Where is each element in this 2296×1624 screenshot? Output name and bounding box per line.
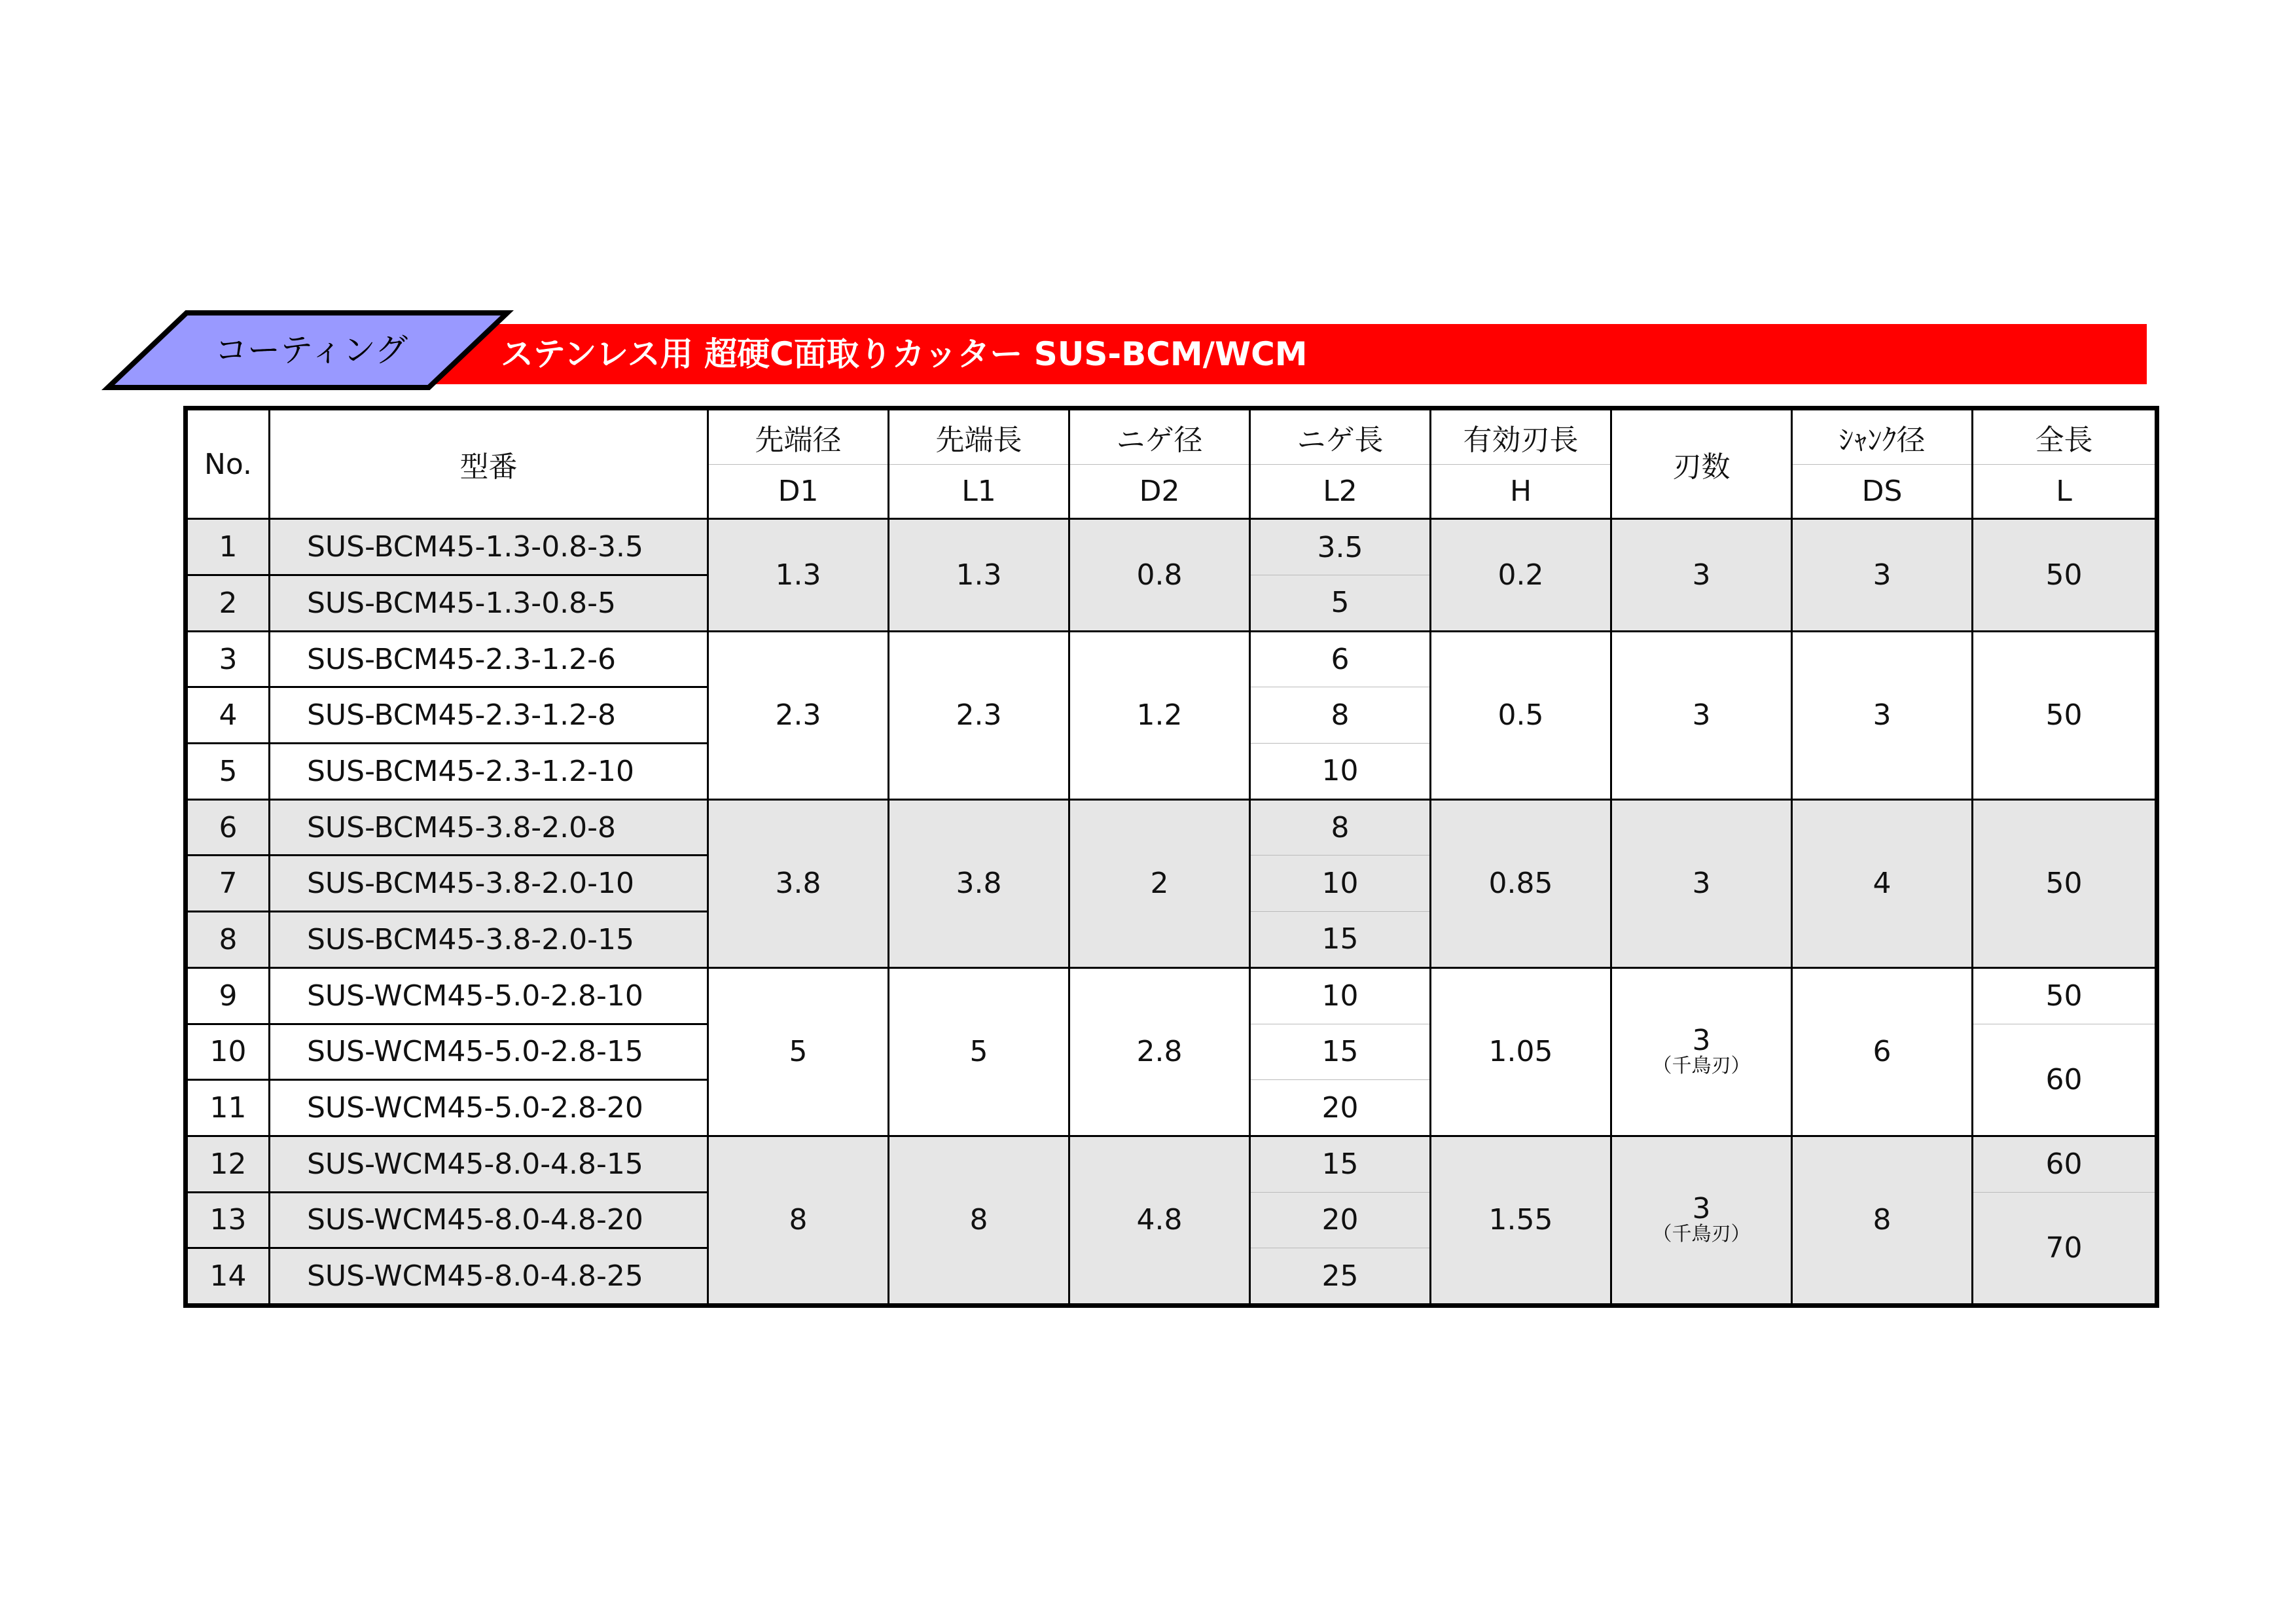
row-model: SUS-BCM45-1.3-0.8-5	[270, 575, 708, 632]
header-l-jp: 全長	[1973, 408, 2157, 465]
row-model: SUS-BCM45-2.3-1.2-8	[270, 687, 708, 744]
group-blades: 3	[1611, 799, 1792, 967]
row-l2: 6	[1250, 631, 1431, 687]
row-l2: 15	[1250, 1136, 1431, 1192]
row-no: 13	[186, 1192, 270, 1248]
group-d2: 0.8	[1069, 519, 1250, 631]
group-ds: 6	[1792, 967, 1973, 1136]
group-l: 50	[1973, 631, 2157, 799]
row-no: 9	[186, 967, 270, 1024]
group-d2: 4.8	[1069, 1136, 1250, 1305]
row-no: 2	[186, 575, 270, 632]
group-l: 50	[1973, 799, 2157, 967]
row-no: 3	[186, 631, 270, 687]
row-no: 1	[186, 519, 270, 575]
header-l2: L2	[1250, 464, 1431, 519]
row-l2: 10	[1250, 856, 1431, 912]
table-row	[186, 799, 2157, 856]
group-h: 1.55	[1431, 1136, 1611, 1305]
row-l2: 5	[1250, 575, 1431, 632]
header-l1-jp: 先端長	[889, 408, 1069, 465]
header-no: No.	[186, 408, 270, 519]
row-model: SUS-WCM45-8.0-4.8-25	[270, 1248, 708, 1306]
row-model: SUS-WCM45-8.0-4.8-20	[270, 1192, 708, 1248]
group-l: 50	[1973, 519, 2157, 631]
row-no: 5	[186, 744, 270, 800]
group-l1: 2.3	[889, 631, 1069, 799]
row-model: SUS-WCM45-8.0-4.8-15	[270, 1136, 708, 1192]
header-l2-jp: ニゲ長	[1250, 408, 1431, 465]
group-ds: 8	[1792, 1136, 1973, 1305]
group-l1: 5	[889, 967, 1069, 1136]
group-ds: 4	[1792, 799, 1973, 967]
group-ds: 3	[1792, 631, 1973, 799]
group-d1: 2.3	[708, 631, 889, 799]
group-d2: 2	[1069, 799, 1250, 967]
row-l2: 8	[1250, 799, 1431, 856]
row-l2: 10	[1250, 744, 1431, 800]
row-l2: 15	[1250, 912, 1431, 968]
header-h: H	[1431, 464, 1611, 519]
row-no: 4	[186, 687, 270, 744]
spec-table	[183, 406, 2159, 1308]
group-d1: 3.8	[708, 799, 889, 967]
coating-tag-label: コーティング	[215, 331, 408, 369]
group-d1: 5	[708, 967, 889, 1136]
header-d2: D2	[1069, 464, 1250, 519]
product-title: ステンレス用 超硬C面取りカッター SUS-BCM/WCM	[501, 335, 1308, 373]
row-model: SUS-BCM45-3.8-2.0-8	[270, 799, 708, 856]
table-row	[186, 967, 2157, 1024]
group-l1: 1.3	[889, 519, 1069, 631]
row-no: 6	[186, 799, 270, 856]
header-blades: 刃数	[1611, 408, 1792, 519]
row-model: SUS-WCM45-5.0-2.8-15	[270, 1024, 708, 1080]
group-blades	[1611, 1136, 1792, 1305]
header-model: 型番	[270, 408, 708, 519]
group-blades-note: （千鳥刃）	[1652, 1054, 1751, 1077]
group-blades	[1611, 967, 1792, 1136]
header-ds-jp: ｼｬﾝｸ径	[1792, 408, 1973, 465]
row-no: 10	[186, 1024, 270, 1080]
table-row	[186, 519, 2157, 575]
row-model: SUS-BCM45-1.3-0.8-3.5	[270, 519, 708, 575]
row-no: 11	[186, 1080, 270, 1136]
header-ds: DS	[1792, 464, 1973, 519]
header-d2-jp: ニゲ径	[1069, 408, 1250, 465]
row-no: 14	[186, 1248, 270, 1306]
row-l2: 25	[1250, 1248, 1431, 1306]
row-l2: 15	[1250, 1024, 1431, 1080]
group-h: 0.2	[1431, 519, 1611, 631]
group-d1: 8	[708, 1136, 889, 1305]
group-d2: 1.2	[1069, 631, 1250, 799]
group-h: 0.5	[1431, 631, 1611, 799]
row-l2: 20	[1250, 1192, 1431, 1248]
group-blades-note: （千鳥刃）	[1652, 1222, 1751, 1246]
row-no: 7	[186, 856, 270, 912]
row-model: SUS-BCM45-2.3-1.2-6	[270, 631, 708, 687]
table-row	[186, 631, 2157, 687]
row-l2: 10	[1250, 967, 1431, 1024]
group-h: 0.85	[1431, 799, 1611, 967]
header-l: L	[1973, 464, 2157, 519]
group-blades-count: 3	[1692, 1023, 1711, 1057]
group-blades: 3	[1611, 631, 1792, 799]
group-d2: 2.8	[1069, 967, 1250, 1136]
group-l-bottom: 70	[1973, 1192, 2157, 1305]
group-l-top: 60	[1973, 1136, 2157, 1192]
group-l-bottom: 60	[1973, 1024, 2157, 1136]
row-no: 12	[186, 1136, 270, 1192]
row-l2: 3.5	[1250, 519, 1431, 575]
group-blades-count: 3	[1692, 1191, 1711, 1225]
header-d1-jp: 先端径	[708, 408, 889, 465]
row-no: 8	[186, 912, 270, 968]
header-h-jp: 有効刃長	[1431, 408, 1611, 465]
row-model: SUS-WCM45-5.0-2.8-20	[270, 1080, 708, 1136]
row-l2: 8	[1250, 687, 1431, 744]
group-blades: 3	[1611, 519, 1792, 631]
group-h: 1.05	[1431, 967, 1611, 1136]
group-l-top: 50	[1973, 967, 2157, 1024]
group-l1: 8	[889, 1136, 1069, 1305]
row-l2: 20	[1250, 1080, 1431, 1136]
group-ds: 3	[1792, 519, 1973, 631]
group-d1: 1.3	[708, 519, 889, 631]
header-row	[186, 408, 2157, 465]
row-model: SUS-WCM45-5.0-2.8-10	[270, 967, 708, 1024]
header-d1: D1	[708, 464, 889, 519]
group-l1: 3.8	[889, 799, 1069, 967]
table-row	[186, 1136, 2157, 1192]
header-l1: L1	[889, 464, 1069, 519]
row-model: SUS-BCM45-3.8-2.0-10	[270, 856, 708, 912]
row-model: SUS-BCM45-2.3-1.2-10	[270, 744, 708, 800]
row-model: SUS-BCM45-3.8-2.0-15	[270, 912, 708, 968]
